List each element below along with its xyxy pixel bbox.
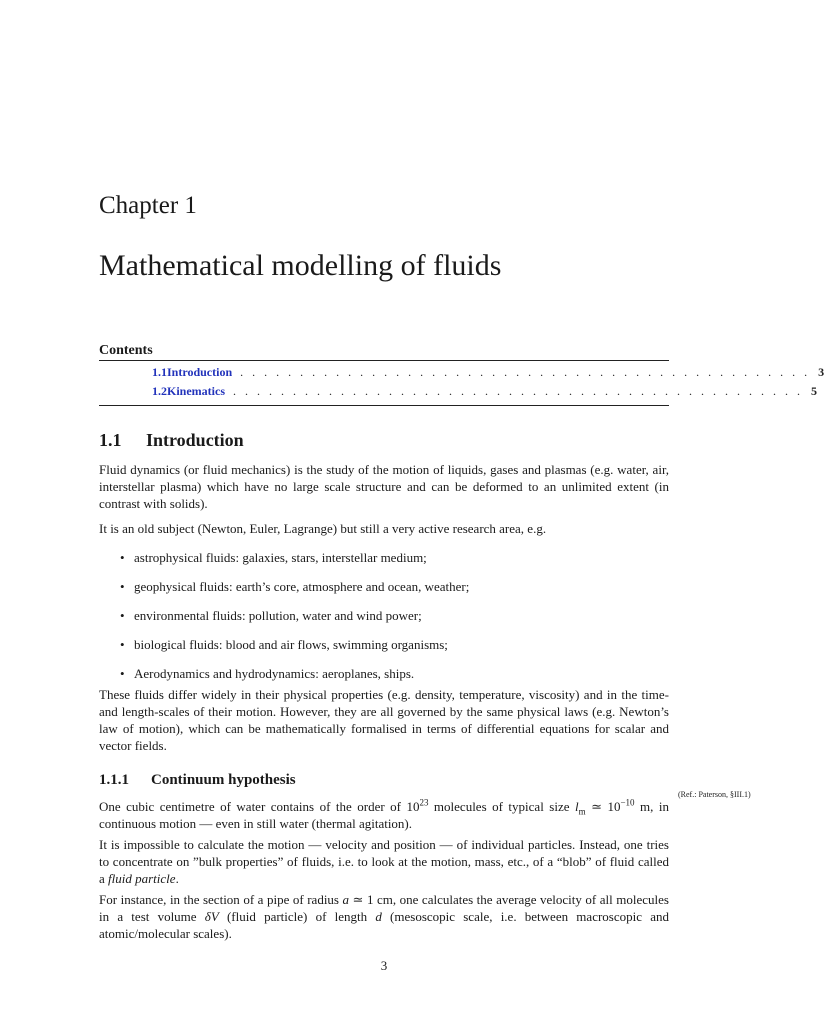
toc-entry-page: 5 <box>811 384 817 398</box>
list-item: • astrophysical fluids: galaxies, stars, interstellar medium; <box>120 550 427 565</box>
contents-heading: Contents <box>99 343 153 358</box>
bullet-icon: • <box>120 637 125 652</box>
application-list <box>99 549 669 694</box>
toc-entry-introduction[interactable] <box>99 363 824 382</box>
paragraph-intro: Fluid dynamics (or fluid mechanics) is the study of the motion of liquids, gases and plasmas (e.g. water, air, interstellar plasma) which have no large scale structure and can be deformed to an unlimited extent (in contrast with solids). <box>99 462 669 511</box>
list-item: • environmental fluids: pollution, water and wind power; <box>120 608 422 623</box>
toc-entry-kinematics[interactable] <box>99 382 817 401</box>
bullet-icon: • <box>120 666 125 681</box>
list-item: • biological fluids: blood and air flows, swimming organisms; <box>120 637 448 652</box>
list-item: • geophysical fluids: earth’s core, atmosphere and ocean, weather; <box>120 579 470 594</box>
bullet-icon: • <box>120 579 125 594</box>
chapter-title: Mathematical modelling of fluids <box>99 249 502 282</box>
bullet-icon: • <box>120 608 125 623</box>
toc-entry-link[interactable]: Kinematics <box>167 384 225 398</box>
toc-entry-number[interactable]: 1.2 <box>152 384 167 398</box>
list-item: • Aerodynamics and hydrodynamics: aeroplanes, ships. <box>120 666 415 681</box>
page-number: 3 <box>380 958 388 973</box>
paragraph-impossible: It is impossible to calculate the motion — velocity and position — of individual particles. Instead, one tries to concentrate on ”bulk properties” of fluids, i.e. to look at the motion, mass, etc., of a “blob” of fluid called a fluid particle. <box>99 837 669 886</box>
section-heading <box>99 430 244 451</box>
paragraph-pipe-example: For instance, in the section of a pipe of radius a ≃ 1 cm, one calculates the average velocity of all molecules in a test volume δV (fluid particle) of length d (mesoscopic scale, i.e. between macroscopic and atomic/molecular scales). <box>99 892 669 941</box>
paragraph-old-subject: It is an old subject (Newton, Euler, Lagrange) but still a very active research area, e.g. <box>99 521 547 536</box>
table-of-contents <box>99 342 824 406</box>
paragraph-fluids-differ: These fluids differ widely in their physical properties (e.g. density, temperature, viscosity) and in the time- and length-scales of their motion. However, they are all governed by the same physical laws (e.g. Newton’s law of motion), which can be mathematically formalised in terms of differential equations for scalar and vector fields. <box>99 687 669 753</box>
toc-leader-dots: . . . . . . . . . . . . . . . . . . . . . . . . . . . . . . . . . . . . . . . . . . . . . . . . <box>240 365 811 379</box>
toc-bottom-rule <box>99 405 669 406</box>
toc-entry-link[interactable]: Introduction <box>167 365 233 379</box>
toc-leader-dots: . . . . . . . . . . . . . . . . . . . . . . . . . . . . . . . . . . . . . . . . . . . . . . . . <box>233 384 803 398</box>
toc-entry-number[interactable]: 1.1 <box>152 365 167 379</box>
margin-reference-note: (Ref.: Paterson, §III.1) <box>678 790 751 799</box>
subsection-title: Continuum hypothesis <box>151 772 296 788</box>
subsection-number: 1.1.1 <box>99 772 129 788</box>
paragraph-cubic-centimetre: One cubic centimetre of water contains of the order of $10^{23}$ molecules of typical size $l_m$ ≃ $10^{-10}$ m, in continuous motion — even in still water (thermal agitation). <box>99 797 669 831</box>
fluid-particle-term: fluid particle <box>108 871 176 886</box>
chapter-label: Chapter 1 <box>99 192 197 219</box>
section-title: Introduction <box>146 430 244 450</box>
toc-entry-page: 3 <box>818 365 824 379</box>
section-number: 1.1 <box>99 430 122 450</box>
subsection-heading <box>99 772 296 789</box>
bullet-icon: • <box>120 550 125 565</box>
